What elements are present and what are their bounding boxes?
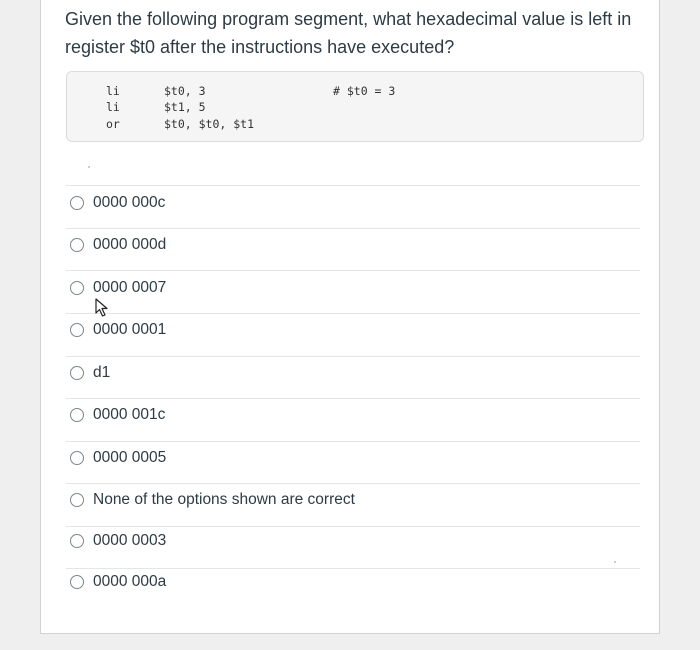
radio-button-icon[interactable]	[70, 534, 84, 548]
code-opcode: li	[106, 84, 120, 98]
radio-button-icon[interactable]	[70, 238, 84, 252]
answer-option-1[interactable]	[66, 191, 165, 215]
radio-button-icon[interactable]	[70, 575, 84, 589]
code-opcode: li	[106, 100, 120, 114]
option-label: None of the options shown are correct	[93, 491, 355, 508]
option-divider	[66, 568, 640, 569]
radio-button-icon[interactable]	[70, 196, 84, 210]
option-divider	[66, 526, 640, 527]
stray-dot	[614, 561, 616, 563]
option-label: 0000 000c	[93, 194, 166, 211]
answer-option-3[interactable]	[66, 276, 166, 300]
code-operands: $t0, $t0, $t1	[164, 117, 255, 131]
question-line-2: register $t0 after the instructions have executed?	[65, 37, 455, 57]
option-label: 0000 0005	[93, 449, 167, 466]
answer-option-7[interactable]	[66, 446, 166, 470]
radio-button-icon[interactable]	[70, 493, 84, 507]
option-label: 0000 0003	[93, 532, 167, 549]
code-block	[66, 71, 644, 142]
code-line-3	[67, 116, 643, 132]
option-divider	[66, 483, 640, 484]
option-divider	[66, 356, 640, 357]
answer-option-4[interactable]	[66, 318, 166, 342]
mouse-pointer-icon	[94, 298, 112, 318]
answer-option-9[interactable]	[66, 529, 166, 553]
option-divider	[66, 398, 640, 399]
option-divider	[66, 228, 640, 229]
option-label: 0000 0001	[93, 321, 167, 338]
option-label: d1	[93, 364, 111, 381]
option-label: 0000 000a	[93, 573, 167, 590]
option-label: 0000 000d	[93, 236, 167, 253]
code-opcode: or	[106, 117, 120, 131]
code-line-1	[67, 83, 643, 99]
radio-button-icon[interactable]	[70, 281, 84, 295]
option-divider	[66, 313, 640, 314]
option-label: 0000 0007	[93, 279, 167, 296]
code-comment: # $t0 = 3	[333, 84, 396, 98]
code-operands: $t0, 3	[164, 84, 206, 98]
option-divider	[66, 270, 640, 271]
question-text	[65, 5, 665, 61]
answer-option-8[interactable]	[66, 488, 355, 512]
option-divider	[66, 185, 640, 186]
answer-option-2[interactable]	[66, 233, 166, 257]
radio-button-icon[interactable]	[70, 323, 84, 337]
option-divider	[66, 441, 640, 442]
stray-dot	[88, 166, 90, 168]
radio-button-icon[interactable]	[70, 366, 84, 380]
answer-option-5[interactable]	[66, 361, 110, 385]
answer-option-6[interactable]	[66, 403, 165, 427]
answer-option-10[interactable]	[66, 570, 166, 594]
option-label: 0000 001c	[93, 406, 166, 423]
code-operands: $t1, 5	[164, 100, 206, 114]
radio-button-icon[interactable]	[70, 408, 84, 422]
radio-button-icon[interactable]	[70, 451, 84, 465]
code-line-2	[67, 99, 643, 115]
question-line-1: Given the following program segment, what hexadecimal value is left in	[65, 9, 632, 29]
